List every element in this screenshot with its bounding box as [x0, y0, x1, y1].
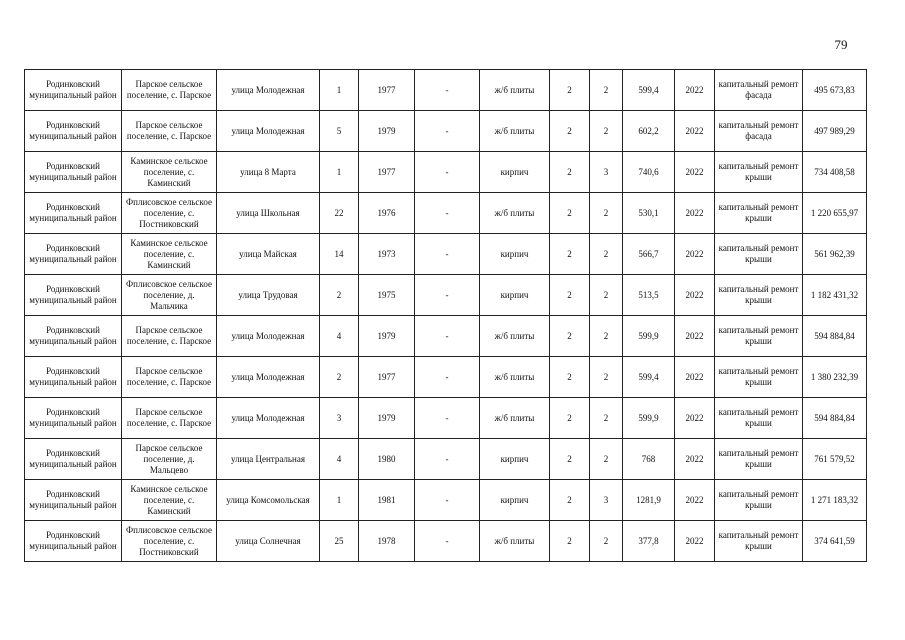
floors-cell: 2 — [550, 152, 590, 193]
work-type-cell: капитальный ремонт крыши — [715, 357, 803, 398]
work-type-cell: капитальный ремонт крыши — [715, 439, 803, 480]
work-type-cell: капитальный ремонт крыши — [715, 275, 803, 316]
table-body — [25, 70, 867, 562]
street-cell: улица Молодежная — [217, 316, 320, 357]
housing-registry-table — [24, 69, 867, 562]
build-year-cell: 1981 — [359, 480, 415, 521]
district-cell: Родинковский муниципальный район — [25, 521, 122, 562]
area-cell: 599,4 — [623, 70, 675, 111]
wall-material-cell: кирпич — [480, 234, 550, 275]
settlement-cell: Парское сельское поселение, д. Мальцево — [122, 439, 217, 480]
wall-material-cell: ж/б плиты — [480, 398, 550, 439]
build-year-cell: 1975 — [359, 275, 415, 316]
house-number-cell: 4 — [320, 316, 359, 357]
build-year-cell: 1978 — [359, 521, 415, 562]
work-type-cell: капитальный ремонт крыши — [715, 521, 803, 562]
plan-year-cell: 2022 — [675, 480, 715, 521]
floors-cell: 2 — [550, 439, 590, 480]
street-cell: улица Солнечная — [217, 521, 320, 562]
work-type-cell: капитальный ремонт крыши — [715, 193, 803, 234]
district-cell: Родинковский муниципальный район — [25, 193, 122, 234]
street-cell: улица Майская — [217, 234, 320, 275]
plan-year-cell: 2022 — [675, 234, 715, 275]
house-number-cell: 2 — [320, 357, 359, 398]
floors-cell: 2 — [550, 70, 590, 111]
floors-cell: 2 — [550, 398, 590, 439]
entrances-cell: 3 — [590, 152, 623, 193]
district-cell: Родинковский муниципальный район — [25, 234, 122, 275]
street-cell: улица Молодежная — [217, 70, 320, 111]
dash-cell: - — [415, 316, 480, 357]
area-cell: 513,5 — [623, 275, 675, 316]
area-cell: 740,6 — [623, 152, 675, 193]
settlement-cell: Каминское сельское поселение, с. Каминский — [122, 152, 217, 193]
dash-cell: - — [415, 275, 480, 316]
entrances-cell: 2 — [590, 111, 623, 152]
cost-cell: 761 579,52 — [803, 439, 867, 480]
wall-material-cell: ж/б плиты — [480, 193, 550, 234]
district-cell: Родинковский муниципальный район — [25, 152, 122, 193]
build-year-cell: 1976 — [359, 193, 415, 234]
house-number-cell: 5 — [320, 111, 359, 152]
floors-cell: 2 — [550, 111, 590, 152]
street-cell: улица 8 Марта — [217, 152, 320, 193]
floors-cell: 2 — [550, 275, 590, 316]
plan-year-cell: 2022 — [675, 193, 715, 234]
build-year-cell: 1977 — [359, 70, 415, 111]
work-type-cell: капитальный ремонт крыши — [715, 480, 803, 521]
cost-cell: 594 884,84 — [803, 398, 867, 439]
entrances-cell: 2 — [590, 70, 623, 111]
settlement-cell: Фплисовское сельское поселение, с. Постниковский — [122, 521, 217, 562]
district-cell: Родинковский муниципальный район — [25, 398, 122, 439]
wall-material-cell: ж/б плиты — [480, 316, 550, 357]
work-type-cell: капитальный ремонт крыши — [715, 234, 803, 275]
house-number-cell: 2 — [320, 275, 359, 316]
settlement-cell: Парское сельское поселение, с. Парское — [122, 111, 217, 152]
cost-cell: 497 989,29 — [803, 111, 867, 152]
dash-cell: - — [415, 439, 480, 480]
floors-cell: 2 — [550, 316, 590, 357]
entrances-cell: 2 — [590, 234, 623, 275]
wall-material-cell: ж/б плиты — [480, 521, 550, 562]
table-row — [25, 439, 867, 480]
cost-cell: 594 884,84 — [803, 316, 867, 357]
area-cell: 1281,9 — [623, 480, 675, 521]
table-row — [25, 193, 867, 234]
plan-year-cell: 2022 — [675, 398, 715, 439]
cost-cell: 495 673,83 — [803, 70, 867, 111]
table-row — [25, 521, 867, 562]
dash-cell: - — [415, 152, 480, 193]
wall-material-cell: ж/б плиты — [480, 357, 550, 398]
wall-material-cell: кирпич — [480, 152, 550, 193]
district-cell: Родинковский муниципальный район — [25, 480, 122, 521]
street-cell: улица Комсомольская — [217, 480, 320, 521]
build-year-cell: 1979 — [359, 111, 415, 152]
table-row — [25, 111, 867, 152]
entrances-cell: 2 — [590, 193, 623, 234]
table-row — [25, 398, 867, 439]
district-cell: Родинковский муниципальный район — [25, 111, 122, 152]
entrances-cell: 2 — [590, 439, 623, 480]
dash-cell: - — [415, 111, 480, 152]
cost-cell: 1 182 431,32 — [803, 275, 867, 316]
entrances-cell: 2 — [590, 316, 623, 357]
street-cell: улица Центральная — [217, 439, 320, 480]
settlement-cell: Парское сельское поселение, с. Парское — [122, 357, 217, 398]
work-type-cell: капитальный ремонт фасада — [715, 111, 803, 152]
floors-cell: 2 — [550, 193, 590, 234]
settlement-cell: Фплисовское сельское поселение, д. Мальчика — [122, 275, 217, 316]
entrances-cell: 2 — [590, 398, 623, 439]
plan-year-cell: 2022 — [675, 70, 715, 111]
table-row — [25, 234, 867, 275]
work-type-cell: капитальный ремонт фасада — [715, 70, 803, 111]
district-cell: Родинковский муниципальный район — [25, 439, 122, 480]
plan-year-cell: 2022 — [675, 275, 715, 316]
table-row — [25, 357, 867, 398]
entrances-cell: 2 — [590, 521, 623, 562]
house-number-cell: 1 — [320, 480, 359, 521]
cost-cell: 1 380 232,39 — [803, 357, 867, 398]
area-cell: 768 — [623, 439, 675, 480]
settlement-cell: Парское сельское поселение, с. Парское — [122, 398, 217, 439]
table-row — [25, 480, 867, 521]
wall-material-cell: кирпич — [480, 439, 550, 480]
area-cell: 566,7 — [623, 234, 675, 275]
table-row — [25, 316, 867, 357]
district-cell: Родинковский муниципальный район — [25, 357, 122, 398]
cost-cell: 734 408,58 — [803, 152, 867, 193]
settlement-cell: Фплисовское сельское поселение, с. Постниковский — [122, 193, 217, 234]
dash-cell: - — [415, 521, 480, 562]
street-cell: улица Молодежная — [217, 398, 320, 439]
area-cell: 530,1 — [623, 193, 675, 234]
dash-cell: - — [415, 234, 480, 275]
build-year-cell: 1973 — [359, 234, 415, 275]
house-number-cell: 1 — [320, 70, 359, 111]
plan-year-cell: 2022 — [675, 111, 715, 152]
floors-cell: 2 — [550, 357, 590, 398]
district-cell: Родинковский муниципальный район — [25, 316, 122, 357]
district-cell: Родинковский муниципальный район — [25, 70, 122, 111]
area-cell: 602,2 — [623, 111, 675, 152]
floors-cell: 2 — [550, 521, 590, 562]
house-number-cell: 1 — [320, 152, 359, 193]
dash-cell: - — [415, 193, 480, 234]
build-year-cell: 1980 — [359, 439, 415, 480]
area-cell: 599,4 — [623, 357, 675, 398]
cost-cell: 374 641,59 — [803, 521, 867, 562]
settlement-cell: Парское сельское поселение, с. Парское — [122, 316, 217, 357]
wall-material-cell: ж/б плиты — [480, 111, 550, 152]
settlement-cell: Парское сельское поселение, с. Парское — [122, 70, 217, 111]
wall-material-cell: ж/б плиты — [480, 70, 550, 111]
entrances-cell: 2 — [590, 275, 623, 316]
wall-material-cell: кирпич — [480, 480, 550, 521]
page-number: 79 — [834, 37, 848, 52]
district-cell: Родинковский муниципальный район — [25, 275, 122, 316]
plan-year-cell: 2022 — [675, 357, 715, 398]
house-number-cell: 4 — [320, 439, 359, 480]
work-type-cell: капитальный ремонт крыши — [715, 398, 803, 439]
plan-year-cell: 2022 — [675, 316, 715, 357]
dash-cell: - — [415, 357, 480, 398]
build-year-cell: 1977 — [359, 357, 415, 398]
street-cell: улица Молодежная — [217, 357, 320, 398]
floors-cell: 2 — [550, 234, 590, 275]
work-type-cell: капитальный ремонт крыши — [715, 152, 803, 193]
dash-cell: - — [415, 480, 480, 521]
wall-material-cell: кирпич — [480, 275, 550, 316]
cost-cell: 561 962,39 — [803, 234, 867, 275]
settlement-cell: Каминское сельское поселение, с. Каминский — [122, 480, 217, 521]
house-number-cell: 14 — [320, 234, 359, 275]
build-year-cell: 1979 — [359, 316, 415, 357]
street-cell: улица Трудовая — [217, 275, 320, 316]
area-cell: 599,9 — [623, 398, 675, 439]
street-cell: улица Молодежная — [217, 111, 320, 152]
plan-year-cell: 2022 — [675, 152, 715, 193]
work-type-cell: капитальный ремонт крыши — [715, 316, 803, 357]
area-cell: 599,9 — [623, 316, 675, 357]
plan-year-cell: 2022 — [675, 521, 715, 562]
area-cell: 377,8 — [623, 521, 675, 562]
table-row — [25, 275, 867, 316]
dash-cell: - — [415, 398, 480, 439]
entrances-cell: 3 — [590, 480, 623, 521]
house-number-cell: 3 — [320, 398, 359, 439]
cost-cell: 1 271 183,32 — [803, 480, 867, 521]
build-year-cell: 1979 — [359, 398, 415, 439]
build-year-cell: 1977 — [359, 152, 415, 193]
cost-cell: 1 220 655,97 — [803, 193, 867, 234]
dash-cell: - — [415, 70, 480, 111]
house-number-cell: 22 — [320, 193, 359, 234]
house-number-cell: 25 — [320, 521, 359, 562]
table-row — [25, 152, 867, 193]
entrances-cell: 2 — [590, 357, 623, 398]
settlement-cell: Каминское сельское поселение, с. Каминский — [122, 234, 217, 275]
table-row — [25, 70, 867, 111]
plan-year-cell: 2022 — [675, 439, 715, 480]
floors-cell: 2 — [550, 480, 590, 521]
street-cell: улица Школьная — [217, 193, 320, 234]
